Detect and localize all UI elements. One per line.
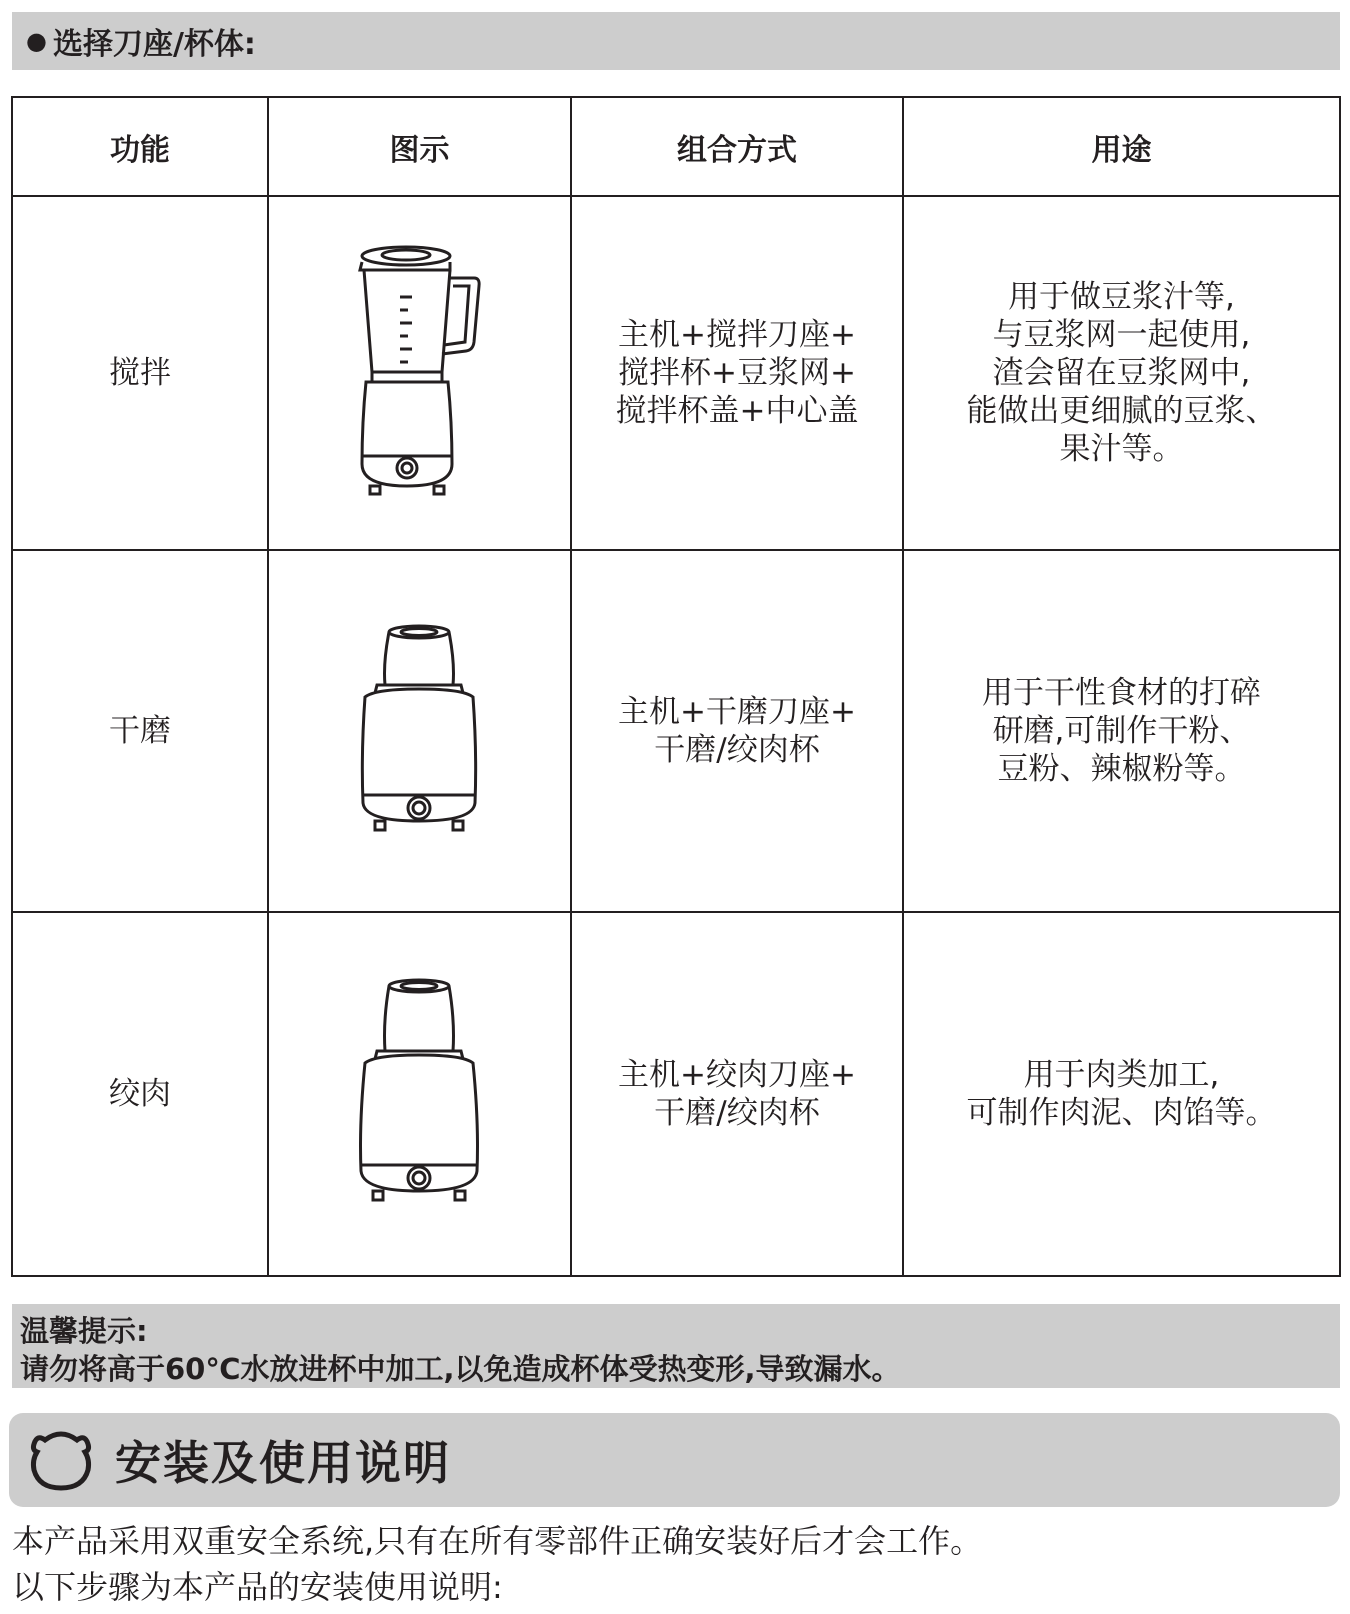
- combination-cell: [571, 550, 903, 912]
- table-row: [12, 196, 1340, 550]
- install-header-band: [9, 1413, 1340, 1507]
- mincer-cup-icon: [353, 977, 487, 1211]
- combination-line: 主机+搅拌刀座+: [618, 317, 856, 354]
- combination-line: 主机+干磨刀座+: [618, 694, 856, 731]
- function-cell: 搅拌: [12, 196, 268, 550]
- usage-line: 可制作肉泥、肉馅等。: [966, 1095, 1277, 1132]
- usage-line: 渣会留在豆浆网中,: [992, 355, 1251, 392]
- usage-line: 果汁等。: [1059, 431, 1184, 468]
- illustration-cell: [268, 196, 571, 550]
- usage-line: 能做出更细腻的豆浆、: [966, 393, 1277, 430]
- combination-table: [11, 96, 1341, 1277]
- illustration-cell: [268, 550, 571, 912]
- combination-line: 搅拌杯+豆浆网+: [618, 355, 856, 392]
- usage-line: 与豆浆网一起使用,: [992, 317, 1251, 354]
- tip-text: 请勿将高于60℃水放进杯中加工,以免造成杯体受热变形,导致漏水。: [20, 1352, 901, 1386]
- section-title-bar: [12, 12, 1340, 70]
- combination-line: 搅拌杯盖+中心盖: [615, 393, 859, 430]
- combination-line: 主机+绞肉刀座+: [618, 1057, 856, 1094]
- function-cell: 干磨: [12, 550, 268, 912]
- usage-line: 豆粉、辣椒粉等。: [997, 751, 1246, 788]
- usage-cell: [903, 196, 1340, 550]
- usage-line: 用于干性食材的打碎: [982, 675, 1261, 712]
- header-usage: 用途: [903, 97, 1340, 196]
- table-header-row: [12, 97, 1340, 196]
- tip-title: 温馨提示:: [20, 1314, 148, 1348]
- table-row: [12, 912, 1340, 1276]
- function-cell: 绞肉: [12, 912, 268, 1276]
- grinder-cup-icon: [355, 623, 485, 839]
- combination-cell: [571, 196, 903, 550]
- warm-tip-box: [12, 1304, 1340, 1388]
- combination-line: 干磨/绞肉杯: [654, 732, 820, 769]
- usage-line: 研磨,可制作干粉、: [992, 713, 1251, 750]
- bullet-icon: ●: [26, 27, 47, 55]
- usage-line: 用于做豆浆汁等,: [1008, 279, 1235, 316]
- header-combination: 组合方式: [571, 97, 903, 196]
- blender-jar-icon: [350, 242, 490, 504]
- usage-line: 用于肉类加工,: [1023, 1057, 1220, 1094]
- header-function: 功能: [12, 97, 268, 196]
- intro-paragraph: 以下步骤为本产品的安装使用说明:: [12, 1568, 503, 1606]
- usage-cell: [903, 550, 1340, 912]
- illustration-cell: [268, 912, 571, 1276]
- section-title: 选择刀座/杯体:: [52, 27, 256, 62]
- table-row: [12, 550, 1340, 912]
- combination-line: 干磨/绞肉杯: [654, 1095, 820, 1132]
- usage-cell: [903, 912, 1340, 1276]
- combination-cell: [571, 912, 903, 1276]
- install-title: 安装及使用说明: [115, 1436, 451, 1490]
- header-illustration: 图示: [268, 97, 571, 196]
- bear-head-icon: [29, 1428, 93, 1492]
- intro-paragraph: 本产品采用双重安全系统,只有在所有零部件正确安装好后才会工作。: [12, 1522, 983, 1560]
